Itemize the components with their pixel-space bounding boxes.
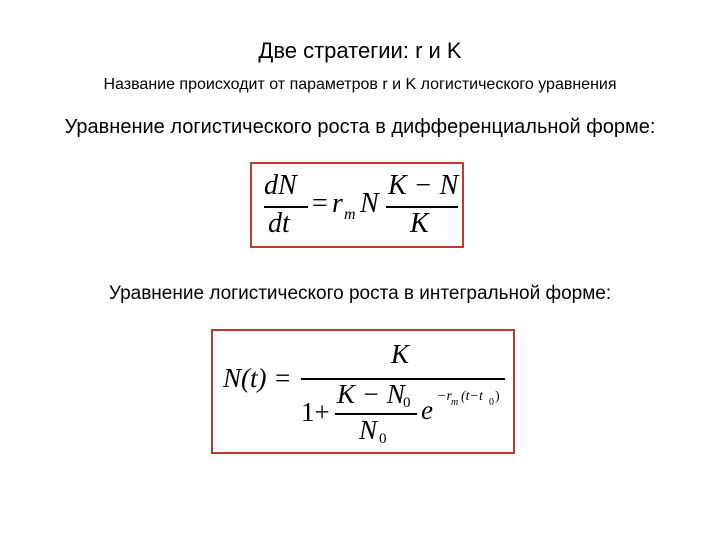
n0-subscript-denominator: 0 (379, 431, 387, 447)
n0-subscript-numerator: 0 (403, 395, 411, 411)
dn-numerator: dN (264, 170, 297, 201)
r-symbol: r (332, 188, 343, 219)
exponent-r-subscript: m (451, 397, 459, 408)
k-minus-n0-numerator: K − N (337, 379, 405, 409)
differential-formula-box (250, 162, 464, 248)
k-minus-n-numerator: K − N (388, 170, 459, 201)
exponent-t-minus-t0: (t−t (461, 389, 483, 404)
n0-denominator: N (359, 415, 378, 445)
differential-form-heading: Уравнение логистического роста в дифференциальной форме: (64, 116, 656, 138)
n-of-t-lhs: N(t) = (223, 363, 292, 393)
integral-form-heading: Уравнение логистического роста в интегральной форме: (108, 283, 612, 304)
slide-title: Две стратегии: r и K (258, 38, 462, 63)
r-subscript: m (344, 206, 356, 223)
n-symbol: N (360, 188, 379, 219)
one-plus: 1+ (301, 397, 330, 427)
k-numerator: K (391, 339, 410, 369)
exponent-close-paren: ) (495, 389, 500, 404)
slide-subtitle: Название происходит от параметров r и K логистического уравнения (103, 76, 617, 93)
k-denominator: K (410, 208, 429, 239)
exp-base: e (421, 395, 433, 425)
equals-sign: = (312, 188, 328, 219)
integral-formula-box (211, 329, 515, 454)
dt-denominator: dt (268, 208, 290, 239)
exponent-r: −r (437, 389, 452, 404)
exponent-t0-subscript: 0 (489, 397, 494, 408)
